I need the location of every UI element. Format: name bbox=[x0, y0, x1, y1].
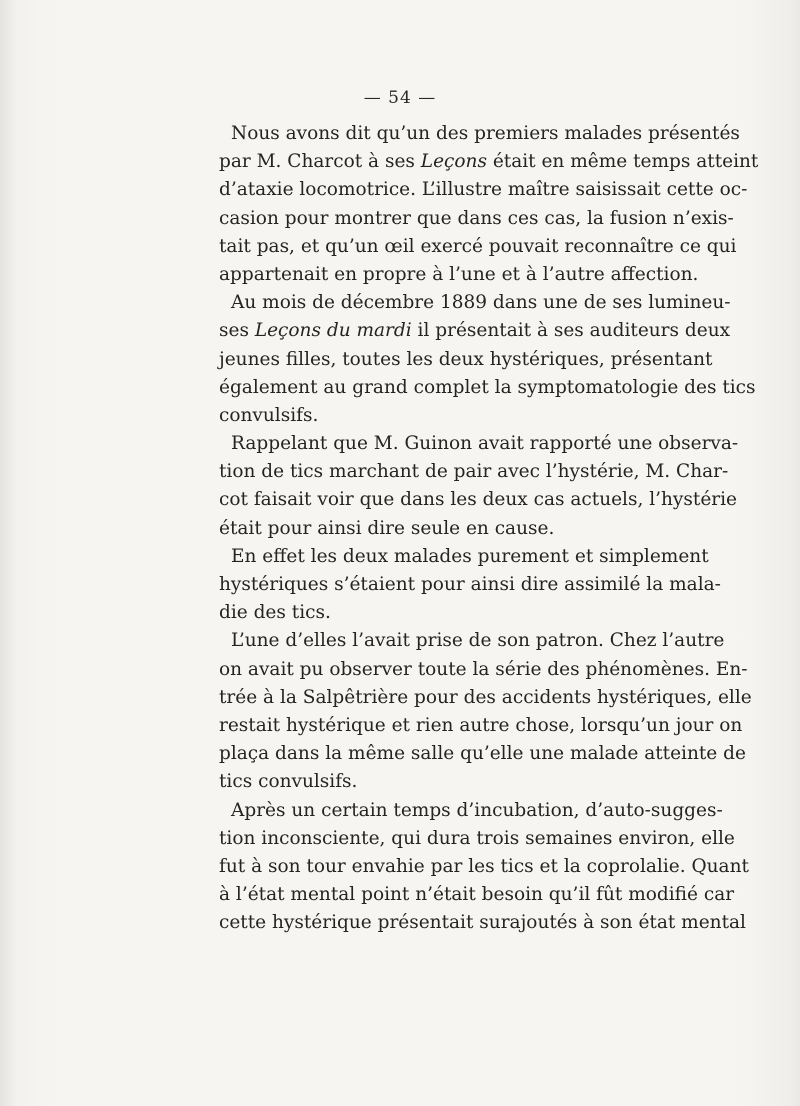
text-line: tion de tics marchant de pair avec l’hystérie, M. Char- bbox=[219, 461, 729, 483]
text-line: Rappelant que M. Guinon avait rapporté une observa- bbox=[231, 433, 739, 455]
text-line: jeunes filles, toutes les deux hystériques, présentant bbox=[219, 348, 713, 370]
text-line: tion inconsciente, qui dura trois semaines environ, elle bbox=[219, 827, 735, 849]
text-line: à l’état mental point n’était besoin qu’il fût modifié car bbox=[219, 884, 735, 906]
text-line: appartenait en propre à l’une et à l’autre affection. bbox=[219, 263, 699, 285]
text-line: L’une d’elles l’avait prise de son patron. Chez l’autre bbox=[231, 630, 725, 652]
text-line: En effet les deux malades purement et simplement bbox=[231, 545, 709, 567]
body-text bbox=[219, 120, 759, 937]
text-line: plaça dans la même salle qu’elle une malade atteinte de bbox=[219, 743, 746, 765]
text-line: cette hystérique présentait surajoutés à son état mental bbox=[219, 912, 746, 934]
text-line: d’ataxie locomotrice. L’illustre maître saisissait cette oc- bbox=[219, 179, 748, 201]
text-line: casion pour montrer que dans ces cas, la fusion n’exis- bbox=[219, 207, 734, 229]
text-line: tait pas, et qu’un œil exercé pouvait reconnaître ce qui bbox=[219, 235, 737, 257]
text-line bbox=[219, 317, 731, 345]
text-line: die des tics. bbox=[219, 602, 331, 624]
text-line: également au grand complet la symptomatologie des tics bbox=[219, 376, 756, 398]
text-line: trée à la Salpêtrière pour des accidents hystériques, elle bbox=[219, 686, 752, 708]
text-line: convulsifs. bbox=[219, 404, 319, 426]
text-line: Au mois de décembre 1889 dans une de ses lumineu- bbox=[231, 292, 731, 314]
text-line: on avait pu observer toute la série des phénomènes. En- bbox=[219, 658, 748, 680]
text-segment: était en même temps atteint bbox=[486, 151, 759, 173]
italic-title: Leçons bbox=[420, 151, 487, 173]
text-line: fut à son tour envahie par les tics et la coprolalie. Quant bbox=[219, 855, 749, 877]
text-line: hystériques s’étaient pour ainsi dire assimilé la mala- bbox=[219, 574, 721, 595]
text-line: restait hystérique et rien autre chose, lorsqu’un jour on bbox=[219, 714, 743, 736]
italic-title: Leçons du mardi bbox=[254, 320, 412, 342]
text-line: était pour ainsi dire seule en cause. bbox=[219, 517, 555, 539]
text-segment: par M. Charcot à ses bbox=[219, 151, 421, 173]
text-line: tics convulsifs. bbox=[219, 771, 358, 793]
text-segment: ses bbox=[219, 320, 255, 342]
text-line: Après un certain temps d’incubation, d’auto-sugges- bbox=[231, 799, 723, 821]
text-line bbox=[219, 148, 759, 176]
page-number: — 54 — bbox=[363, 88, 437, 108]
text-line: cot faisait voir que dans les deux cas actuels, l’hystérie bbox=[219, 489, 737, 511]
text-segment: il présentait à ses auditeurs deux bbox=[411, 320, 731, 342]
text-line: Nous avons dit qu’un des premiers malades présentés bbox=[231, 123, 740, 144]
